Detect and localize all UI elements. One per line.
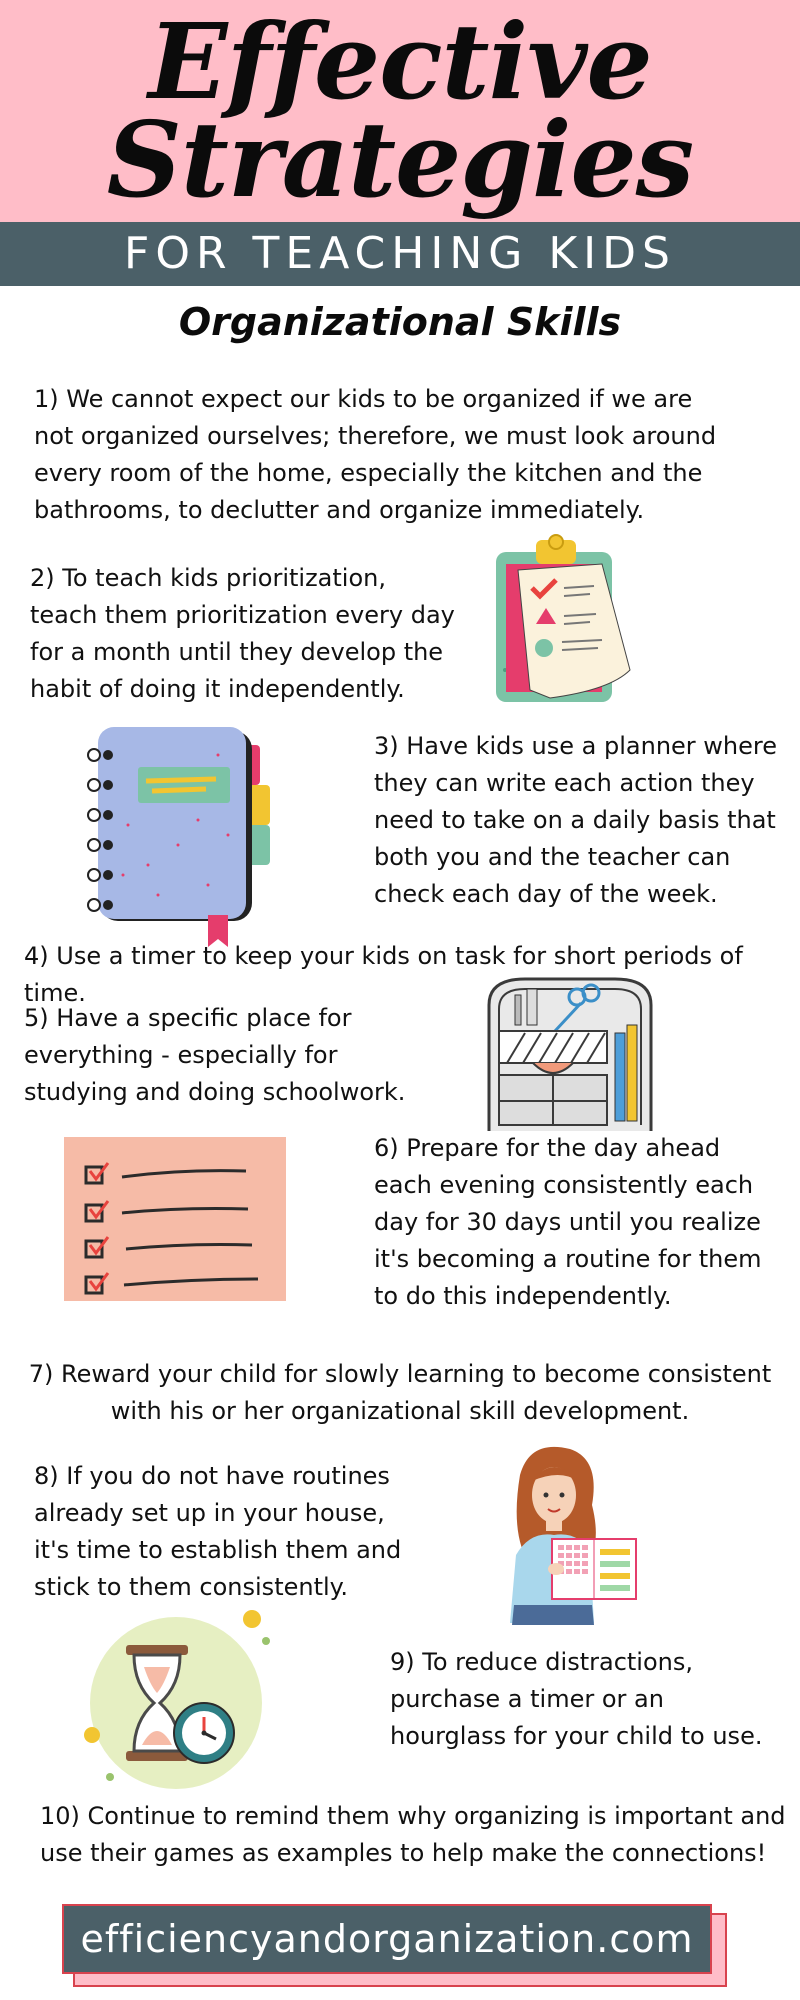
- tip-line: each evening consistently each: [374, 1171, 754, 1199]
- tip-line: it's becoming a routine for them: [374, 1245, 762, 1273]
- tip-line: already set up in your house,: [34, 1499, 385, 1527]
- tip-line: everything - especially for: [24, 1041, 338, 1069]
- tip-line: every room of the home, especially the kitchen and the: [34, 459, 703, 487]
- tip-line: need to take on a daily basis that: [374, 806, 776, 834]
- tip-line: it's time to establish them and: [34, 1536, 402, 1564]
- planner-notebook-icon: [88, 725, 288, 950]
- teacher-with-chart-icon: [490, 1445, 650, 1625]
- tip-line: studying and doing schoolwork.: [24, 1078, 406, 1106]
- tip-line: they can write each action they: [374, 769, 755, 797]
- tip-3: [374, 728, 784, 913]
- tip-line: day for 30 days until you realize: [374, 1208, 761, 1236]
- tip-line: 6) Prepare for the day ahead: [374, 1134, 721, 1162]
- tip-line: habit of doing it independently.: [30, 675, 405, 703]
- tip-10: [40, 1798, 790, 1872]
- subtitle: FOR TEACHING KIDS: [124, 228, 676, 279]
- tip-line: 9) To reduce distractions,: [390, 1648, 693, 1676]
- tip-line: 3) Have kids use a planner where: [374, 732, 777, 760]
- tip-line: to do this independently.: [374, 1282, 672, 1310]
- tip-line: 2) To teach kids prioritization,: [30, 564, 386, 592]
- title-line-1: Effective: [148, 0, 652, 123]
- section-heading: Organizational Skills: [178, 300, 622, 344]
- tip-line: purchase a timer or an: [390, 1685, 664, 1713]
- tip-line: 4) Use a timer to keep your kids on task for short periods of time.: [24, 942, 743, 1007]
- tip-line: for a month until they develop the: [30, 638, 444, 666]
- tip-line: 1) We cannot expect our kids to be organized if we are: [34, 385, 693, 413]
- desk-organizer-icon: [485, 975, 655, 1133]
- clipboard-icon: [490, 530, 640, 710]
- tip-9: [390, 1644, 790, 1755]
- tip-line: 10) Continue to remind them why organizing is important and: [40, 1802, 786, 1830]
- tip-line: stick to them consistently.: [34, 1573, 349, 1601]
- tip-7: [0, 1356, 800, 1430]
- tip-line: with his or her organizational skill development.: [110, 1397, 690, 1425]
- tip-2: [30, 560, 470, 708]
- tip-5: [24, 1000, 464, 1111]
- tip-line: hourglass for your child to use.: [390, 1722, 763, 1750]
- hourglass-clock-icon: [80, 1605, 280, 1785]
- tip-line: use their games as examples to help make the connections!: [40, 1839, 767, 1867]
- tip-line: 5) Have a specific place for: [24, 1004, 352, 1032]
- checklist-icon: [62, 1133, 290, 1305]
- tip-line: check each day of the week.: [374, 880, 718, 908]
- tip-line: 8) If you do not have routines: [34, 1462, 390, 1490]
- tip-6: [374, 1130, 784, 1315]
- website-link[interactable]: efficiencyandorganization.com: [80, 1917, 694, 1961]
- tip-line: not organized ourselves; therefore, we must look around: [34, 422, 717, 450]
- tip-line: teach them prioritization every day: [30, 601, 455, 629]
- tip-line: both you and the teacher can: [374, 843, 731, 871]
- tip-line: 7) Reward your child for slowly learning to become consistent: [28, 1360, 772, 1388]
- tip-1: [34, 381, 774, 529]
- title-line-2: Strategies: [106, 98, 694, 221]
- tip-8: [34, 1458, 434, 1606]
- tip-line: bathrooms, to declutter and organize immediately.: [34, 496, 645, 524]
